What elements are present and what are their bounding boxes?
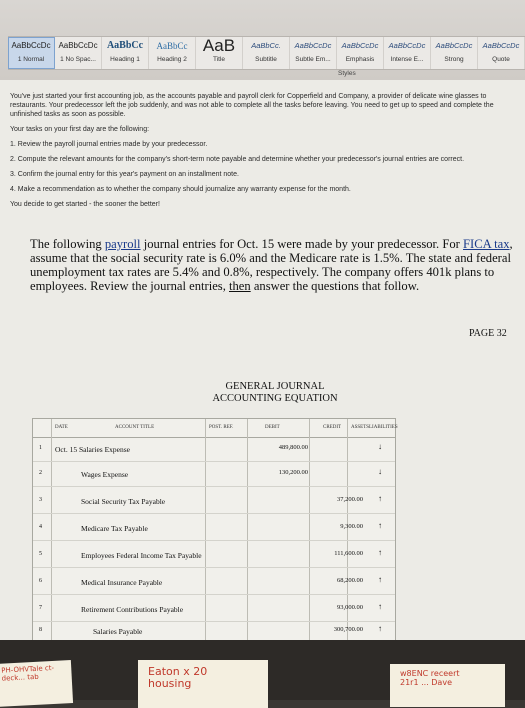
table-row: 1 Oct. 15 Salaries Expense 489,800.00 ↓ [33,439,395,462]
sticky-note: PH-OHVTale ct-deck... tab [0,660,73,707]
up-arrow-icon: ↑ [378,548,382,557]
style-strong[interactable]: AaBbCcDc Strong [431,37,478,69]
table-row: 4 Medicare Tax Payable 9,300.00 ↑ [33,518,395,541]
intro-paragraph: You've just started your first accounting job, as the accounts payable and payroll clerk for Copperfield and Company, a provider of delicate wine glasses to restaurants. Your predecessor left the job suddenly, and was not able to complete all the tasks before leaving. You need to get up to speed and complete the unfinished tasks as soon as possible. [10,93,494,118]
table-row: 3 Social Security Tax Payable 37,200.00 ↑ [33,491,395,514]
table-row: 7 Retirement Contributions Payable 93,000.00 ↑ [33,599,395,622]
style-heading-1[interactable]: AaBbCc Heading 1 [102,37,149,69]
header-post-ref: POST. REF. [209,425,234,430]
style-subtitle[interactable]: AaBbCc. Subtitle [243,37,290,69]
ribbon [0,0,525,80]
header-account-title: ACCOUNT TITLE [115,425,155,430]
closing-line: You decide to get started - the sooner the better! [10,201,160,208]
header-liabilities: LIABILITIES [369,425,398,430]
header-credit: CREDIT [323,425,342,430]
sticky-note: Eaton x 20 housing [138,660,268,708]
table-row: 5 Employees Federal Income Tax Payable 111,600.00 ↑ [33,545,395,568]
style-quote[interactable]: AaBbCcDc Quote [478,37,525,69]
tasks-heading: Your tasks on your first day are the following: [10,126,150,133]
general-journal-table [32,418,396,670]
question-prompt: The following payroll journal entries for Oct. 15 were made by your predecessor. For FICA tax, assume that the social security rate is 6.0% and the Medicare rate is 1.5%. The state and federal unemployment tax rates are 5.4% and 0.8%, respectively. The company offers 401k plans to employees. Review the journal entries, then answer the questions that follow. [30,237,513,293]
sticky-note: w8ENC receert 21r1 ... Dave [390,664,505,707]
desk-area [0,640,525,700]
up-arrow-icon: ↑ [378,494,382,503]
payroll-link[interactable]: payroll [104,237,141,251]
up-arrow-icon: ↑ [378,624,382,633]
header-assets: ASSETS [351,425,370,430]
style-subtle-emphasis[interactable]: AaBbCcDc Subtle Em... [290,37,337,69]
task-item: 1. Review the payroll journal entries made by your predecessor. [10,141,208,148]
header-debit: DEBIT [265,425,280,430]
down-arrow-icon: ↓ [378,442,382,451]
up-arrow-icon: ↑ [378,575,382,584]
table-row: 2 Wages Expense 130,200.00 ↓ [33,464,395,487]
task-item: 3. Confirm the journal entry for this year's payment on an installment note. [10,171,239,178]
style-title[interactable]: AaB Title [196,37,243,69]
journal-title: GENERAL JOURNAL ACCOUNTING EQUATION [212,381,338,404]
task-item: 2. Compute the relevant amounts for the company's short-term note payable and determine whether your predecessor's journal entries are correct. [10,156,465,163]
up-arrow-icon: ↑ [378,521,382,530]
journal-header-row [33,419,398,438]
task-item: 4. Make a recommendation as to whether the company should journalize any warranty expense for the month. [10,186,351,193]
styles-gallery [8,36,525,70]
instructions-block [10,92,520,215]
up-arrow-icon: ↑ [378,602,382,611]
page-number: PAGE 32 [469,328,507,339]
down-arrow-icon: ↓ [378,467,382,476]
style-normal[interactable]: AaBbCcDc 1 Normal [8,37,55,69]
styles-group-label: Styles [338,70,356,77]
document-page [0,80,525,640]
style-emphasis[interactable]: AaBbCcDc Emphasis [337,37,384,69]
style-intense-emphasis[interactable]: AaBbCcDc Intense E... [384,37,431,69]
style-no-spacing[interactable]: AaBbCcDc 1 No Spac... [55,37,102,69]
table-row: 6 Medical Insurance Payable 68,200.00 ↑ [33,572,395,595]
table-row: 8 Salaries Payable 300,700.00 ↑ [33,621,395,644]
fica-tax-link[interactable]: FICA tax [463,237,510,251]
style-heading-2[interactable]: AaBbCc Heading 2 [149,37,196,69]
header-date: DATE [55,425,68,430]
